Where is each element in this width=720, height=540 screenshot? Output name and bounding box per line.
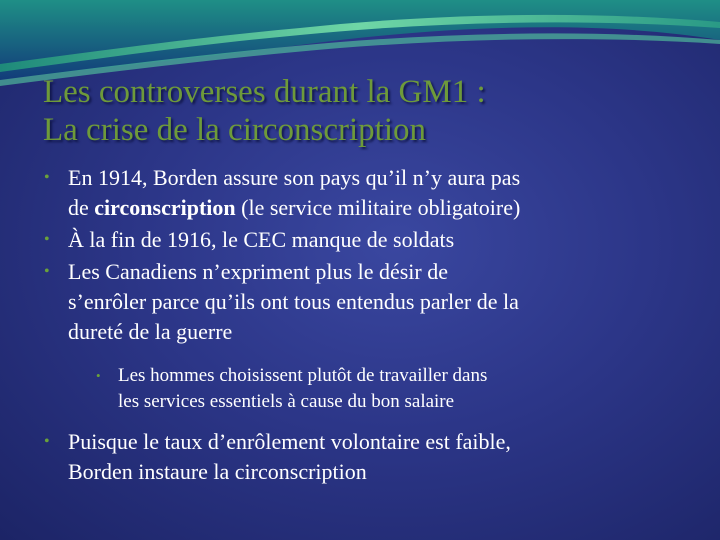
- bullet-1-line-1: En 1914, Borden assure son pays qu’il n’y aura pas: [68, 165, 521, 190]
- bullet-3-line-1: Les Canadiens n’expriment plus le désir de: [68, 259, 449, 284]
- bullet-4-line-2: Borden instaure la circonscription: [68, 459, 367, 484]
- slide-title: [43, 73, 703, 149]
- bullet-3: [44, 257, 694, 347]
- bullet-3-line-2: s’enrôler parce qu’ils ont tous entendus parler de la: [68, 289, 519, 314]
- bullet-1-text-before: de: [68, 195, 95, 220]
- bullet-1: [44, 163, 694, 223]
- bullet-2: [44, 225, 694, 255]
- bullet-dot-icon: •: [44, 433, 50, 450]
- bullet-1-bold-term: circonscription: [94, 195, 236, 220]
- title-line-1: Les controverses durant la GM1 :: [43, 74, 486, 110]
- bullet-dot-icon: •: [44, 263, 50, 280]
- bullet-1-line-2: [68, 193, 694, 223]
- bullet-4: [44, 427, 694, 487]
- bullet-list: [44, 163, 694, 489]
- title-line-2: La crise de la circonscription: [43, 112, 426, 148]
- bullet-2-text: À la fin de 1916, le CEC manque de soldats: [68, 227, 455, 252]
- bullet-dot-icon: •: [44, 231, 50, 248]
- bullet-4-line-1: Puisque le taux d’enrôlement volontaire est faible,: [68, 429, 511, 454]
- bullet-dot-icon: •: [44, 169, 50, 186]
- bullet-3-line-3: dureté de la guerre: [68, 319, 233, 344]
- sub-bullet-line-2: les services essentiels à cause du bon salaire: [118, 391, 455, 412]
- bullet-1-text-after: (le service militaire obligatoire): [235, 195, 521, 220]
- sub-bullet: [44, 363, 694, 415]
- sub-bullet-line-1: Les hommes choisissent plutôt de travailler dans: [118, 365, 488, 386]
- sub-bullet-dot-icon: •: [96, 368, 101, 383]
